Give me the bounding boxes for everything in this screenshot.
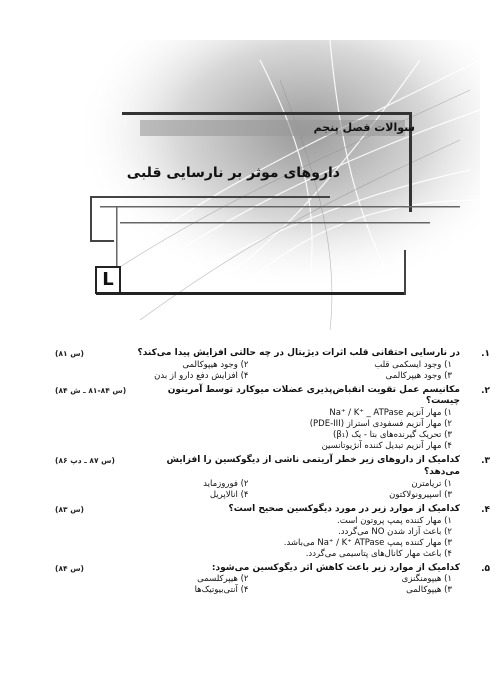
question-number: ۱. xyxy=(481,349,490,359)
question-text: کدامیک از موارد زیر باعث کاهش اثر دیگوکسین می‌شود: xyxy=(211,562,460,573)
option: ۳) وجود هیپرکالمی xyxy=(385,370,452,381)
question-text: مکانیسم عمل تقویت انقباض‌پذیری عضلات میوکارد توسط آمرینون چیست؟ xyxy=(167,384,460,407)
question-3 xyxy=(55,455,490,500)
question-number: ۳. xyxy=(481,456,490,467)
option: ۳) هیپوکالمی xyxy=(406,585,452,596)
question-4 xyxy=(55,503,490,560)
question-5 xyxy=(55,562,490,597)
question-number: ۲. xyxy=(481,385,490,396)
question-reference: (س ۸۴-۸۱ ـ ش ۸۴) xyxy=(55,385,127,395)
question-text: کدامیک از موارد زیر در مورد دیگوکسین صحیح است؟ xyxy=(228,503,460,514)
option: ۱) مهار کننده پمپ پروتون است. xyxy=(337,515,452,526)
question-list xyxy=(55,348,490,599)
option: ۳) مهار کننده پمپ Na⁺ / K⁺ ATPase می‌باشد. xyxy=(283,537,452,548)
question-text: کدامیک از داروهای زیر خطر آریتمی ناشی از دیگوکسین را افزایش می‌دهد؟ xyxy=(166,455,460,478)
option: ۲) هیپرکلسمی xyxy=(197,574,249,585)
option: ۴) مهار آنزیم تبدیل کننده آنژیوتانسین xyxy=(321,441,452,452)
chapter-header-graphic xyxy=(0,0,500,330)
option: ۴) آنتی‌بیوتیک‌ها xyxy=(194,585,249,596)
question-reference: (س ۸۱) xyxy=(55,349,84,358)
option: ۱) تریامترن xyxy=(411,478,452,489)
question-2 xyxy=(55,384,490,453)
option: ۲) وجود هیپوکالمی xyxy=(182,359,249,370)
chapter-letter-badge: L xyxy=(95,266,121,294)
option: ۴) افزایش دفع دارو از بدن xyxy=(154,370,249,381)
question-reference: (س ۸۳) xyxy=(55,504,84,514)
option: ۴) انالاپریل xyxy=(209,489,249,500)
question-reference: (س ۸۴) xyxy=(55,563,84,573)
option: ۳) اسپیرونولاکتون xyxy=(389,489,452,500)
question-number: ۵. xyxy=(481,563,490,574)
option: ۲) باعث آزاد شدن NO می‌گردد. xyxy=(338,526,452,537)
question-text: در نارسایی احتقانی قلب اثرات دیژیتال در چه حالتی افزایش پیدا می‌کند؟ xyxy=(137,348,460,358)
option: ۲) مهار آنزیم فسفودی استراز (PDE-III) xyxy=(309,419,452,430)
option: ۱) هیپومنگنزی xyxy=(401,574,452,585)
chapter-title: داروهای موثر بر نارسایی قلبی xyxy=(126,165,340,181)
question-number: ۴. xyxy=(481,504,490,515)
option: ۱) مهار آنزیم Na⁺ / K⁺ _ ATPase xyxy=(329,408,452,419)
option: ۳) تحریک گیرنده‌های بتا - یک (β₁) xyxy=(333,430,452,441)
option: ۲) فوروزماید xyxy=(203,478,249,489)
question-1 xyxy=(55,348,490,382)
question-reference: (س ۸۷ ـ دپ ۸۶) xyxy=(55,456,115,466)
option: ۴) باعث مهار کانال‌های پتاسیمی می‌گردد. xyxy=(305,548,452,559)
option: ۱) وجود ایسکمی قلب xyxy=(374,359,452,370)
chapter-heading: سوالات فصل پنجم xyxy=(313,121,415,134)
